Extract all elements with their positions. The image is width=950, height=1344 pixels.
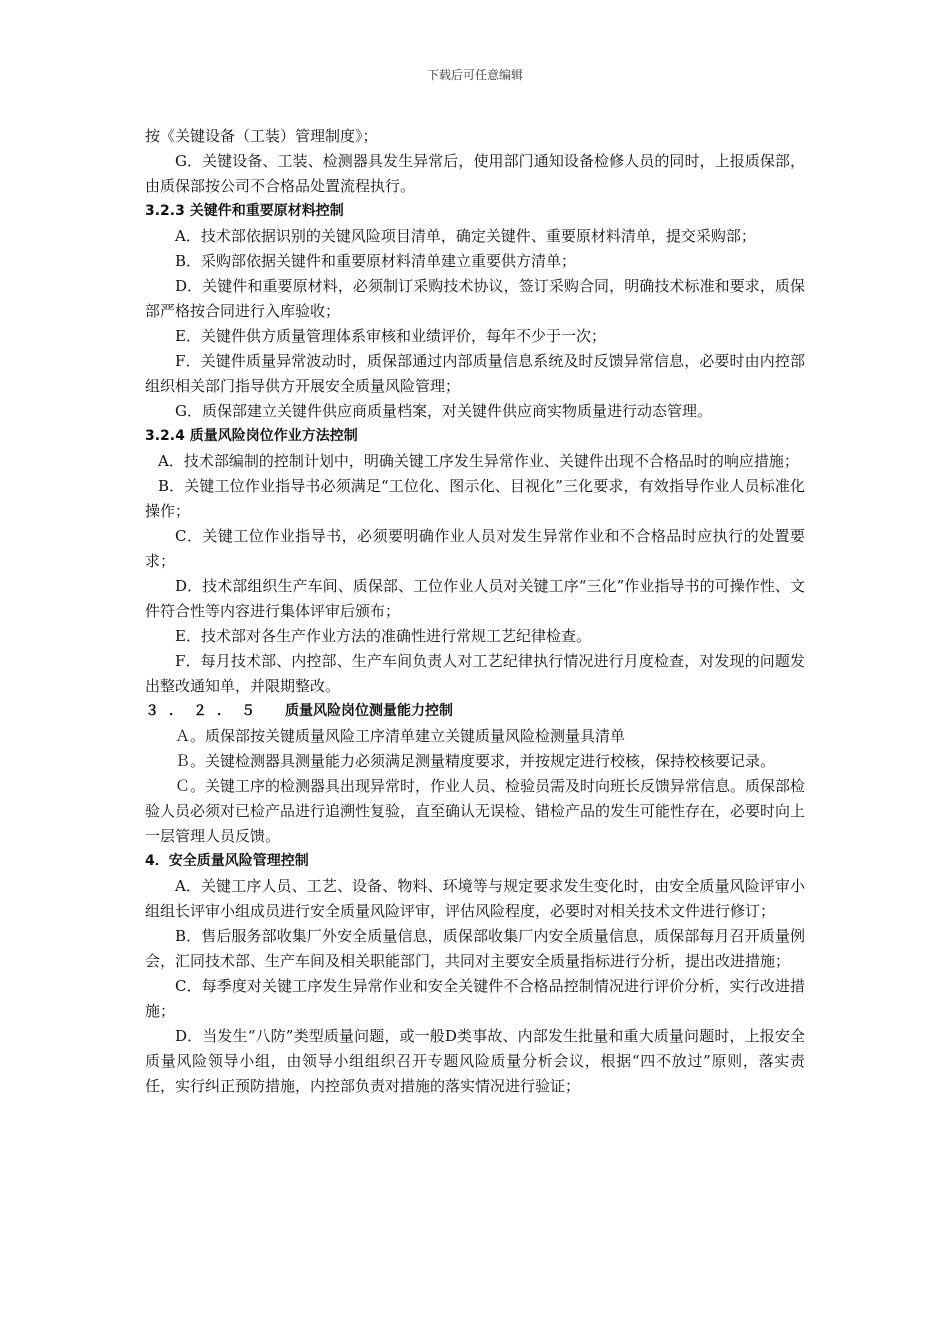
body-paragraph: A．关键工序人员、工艺、设备、物料、环境等与规定要求发生变化时，由安全质量风险评审小组组长评审小组成员进行安全质量风险评审，评估风险程度，必要时对相关技术文件进行修订； [145,877,805,920]
body-paragraph: C．关键工位作业指导书，必须要明确作业人员对发生异常作业和不合格品时应执行的处置要求； [145,527,805,570]
body-paragraph: A．技术部依据识别的关键风险项目清单，确定关键件、重要原材料清单，提交采购部； [175,227,756,245]
section-heading: 3.2.3 关键件和重要原材料控制 [145,203,344,219]
section-heading: 3.2.4 质量风险岗位作业方法控制 [145,428,358,444]
section-number: ３．２．５ [145,703,265,719]
page-header: 下载后可任意编辑 [426,68,523,82]
body-paragraph: A．技术部编制的控制计划中，明确关键工序发生异常作业、关键件出现不合格品时的响应措施； [158,452,799,470]
body-paragraph: B．售后服务部收集厂外安全质量信息，质保部收集厂内安全质量信息，质保部每月召开质量例会，汇同技术部、生产车间及相关职能部门，共同对主要安全质量指标进行分析，提出改进措施； [145,927,805,970]
body-paragraph: D．技术部组织生产车间、质保部、工位作业人员对关键工序“三化”作业指导书的可操作性、文件符合性等内容进行集体评审后颁布； [145,577,805,620]
body-paragraph: D．当发生“八防”类型质量问题，或一般D类事故、内部发生批量和重大质量问题时，上报安全质量风险领导小组，由领导小组组织召开专题风险质量分析会议，根据“四不放过”原则，落实责任，实行纠正预防措施，内控部负责对措施的落实情况进行验证； [145,1027,805,1095]
body-paragraph: D．关键件和重要原材料，必须制订采购技术协议，签订采购合同，明确技术标准和要求，质保部严格按合同进行入库验收； [145,277,805,320]
body-paragraph: E．技术部对各生产作业方法的准确性进行常规工艺纪律检查。 [175,627,591,645]
section-title: 质量风险岗位测量能力控制 [285,703,453,719]
body-paragraph: E．关键件供方质量管理体系审核和业绩评价，每年不少于一次； [175,327,606,345]
body-paragraph: Ｂ。关键检测器具测量能力必须满足测量精度要求，并按规定进行校核，保持校核要记录。 [175,752,776,770]
section-heading: 4．安全质量风险管理控制 [145,853,309,869]
body-paragraph: Ａ。质保部按关键质量风险工序清单建立关键质量风险检测量具清单 [175,727,626,745]
section-heading [145,699,805,724]
body-paragraph: B．采购部依据关键件和重要原材料清单建立重要供方清单； [175,252,577,270]
body-paragraph: B．关键工位作业指导书必须满足“工位化、图示化、目视化”三化要求，有效指导作业人员标准化操作； [145,477,805,520]
body-paragraph: G．质保部建立关键件供应商质量档案，对关键件供应商实物质量进行动态管理。 [175,402,712,420]
document-body [145,124,805,1099]
body-paragraph: F．关键件质量异常波动时，质保部通过内部质量信息系统及时反馈异常信息，必要时由内控部组织相关部门指导供方开展安全质量风险管理； [145,352,805,395]
body-paragraph: C．每季度对关键工序发生异常作业和安全关键件不合格品控制情况进行评价分析，实行改进措施； [145,977,805,1020]
body-paragraph: F．每月技术部、内控部、生产车间负责人对工艺纪律执行情况进行月度检查，对发现的问题发出整改通知单，并限期整改。 [145,652,805,695]
body-paragraph: Ｃ。关键工序的检测器具出现异常时，作业人员、检验员需及时向班长反馈异常信息。质保部检验人员必须对已检产品进行追溯性复验，直至确认无误检、错检产品的发生可能性存在，必要时向上一层管理人员反馈。 [145,777,806,845]
body-paragraph: G．关键设备、工装、检测器具发生异常后，使用部门通知设备检修人员的同时，上报质保部，由质保部按公司不合格品处置流程执行。 [145,152,805,195]
body-paragraph: 按《关键设备（工装）管理制度》； [145,127,378,145]
